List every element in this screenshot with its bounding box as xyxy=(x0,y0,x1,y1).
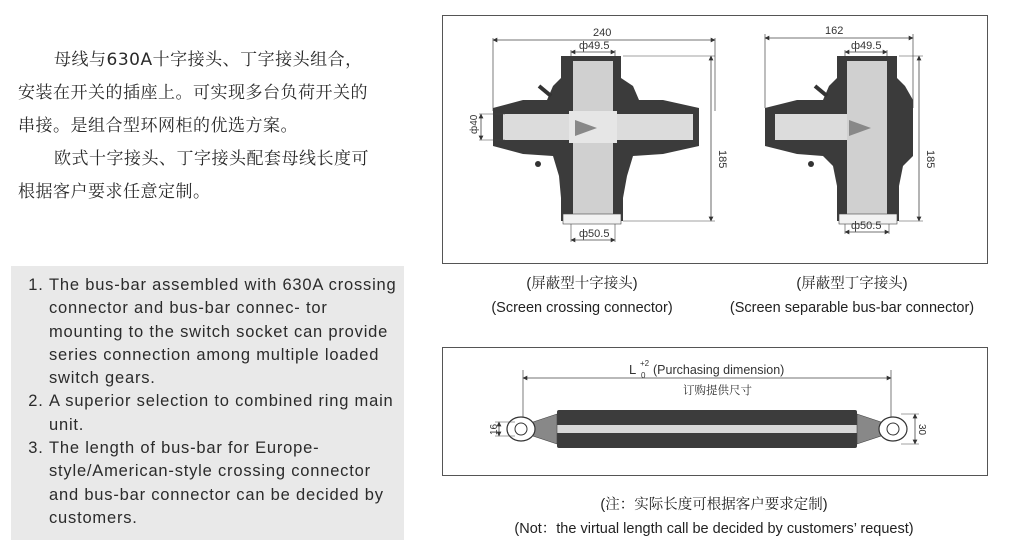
cross-dim-height: 185 xyxy=(716,150,728,169)
cross-dim-width: 240 xyxy=(593,27,612,39)
busbar-dim-right: 30 xyxy=(916,424,927,436)
tee-dim-width: 162 xyxy=(825,25,844,37)
cross-connector-drawing xyxy=(468,27,728,242)
intro-para2-line1: 欧式十字接头、丁字接头配套母线长度可 xyxy=(54,149,369,169)
cross-caption xyxy=(458,272,706,320)
connector-drawings xyxy=(443,16,987,263)
busbar-length-tol-upper: +2 xyxy=(640,359,650,368)
feature-item-3: 3. The length of bus-bar for Europe-style/American-style crossing connector and bus-bar connector can be decided by customers. xyxy=(49,437,404,530)
busbar-length-tol-lower: 0 xyxy=(641,371,646,380)
intro-para1-line1: 母线与630A十字接头、丁字接头组合， xyxy=(54,50,363,70)
feature-item-2: 2. A superior selection to combined ring main unit. xyxy=(49,390,404,437)
busbar-drawing xyxy=(443,348,987,475)
tee-dim-bore: ф49.5 xyxy=(851,40,882,52)
cross-caption-cn: (屏蔽型十字接头) xyxy=(526,276,638,292)
tee-caption-en: (Screen separable bus-bar connector) xyxy=(729,300,975,316)
intro-chinese xyxy=(18,44,418,209)
tee-caption-cn: (屏蔽型丁字接头) xyxy=(796,276,908,292)
feature-item-1: 1. The bus-bar assembled with 630A crossing connector and bus-bar connec- tor mounting to the switch socket can provide series connection among multiple loaded switch gears. xyxy=(49,274,404,390)
cross-dim-bore: ф49.5 xyxy=(579,40,610,52)
tee-caption xyxy=(716,272,988,320)
tee-connector-drawing xyxy=(765,25,936,234)
intro-para1-line2: 安装在开关的插座上。可实现多台负荷开关的 xyxy=(18,83,368,103)
busbar-caption xyxy=(442,493,986,541)
intro-para1-line3: 串接。是组合型环网柜的优选方案。 xyxy=(18,116,298,136)
busbar-caption-cn: (注：实际长度可根据客户要求定制) xyxy=(600,497,828,513)
cross-dim-left: ф40 xyxy=(469,114,480,134)
cross-dim-bottom: ф50.5 xyxy=(579,228,610,240)
features-list xyxy=(11,266,404,530)
busbar-length-note: (Purchasing dimension) xyxy=(653,363,785,377)
tee-dim-bottom: ф50.5 xyxy=(851,220,882,232)
busbar-length-label: L xyxy=(629,362,637,377)
busbar-drawing-panel xyxy=(442,347,988,476)
features-english-box xyxy=(11,266,404,540)
intro-para2-line2: 根据客户要求任意定制。 xyxy=(18,182,211,202)
cross-caption-en: (Screen crossing connector) xyxy=(491,300,673,316)
busbar-caption-en: (Not：the virtual length call be decided by customers’ request) xyxy=(514,521,914,537)
connector-drawing-panel xyxy=(442,15,988,264)
busbar-length-note-cn: 订购提供尺寸 xyxy=(683,385,752,397)
tee-dim-height: 185 xyxy=(924,150,936,169)
busbar-dim-left: 16 xyxy=(489,423,500,435)
